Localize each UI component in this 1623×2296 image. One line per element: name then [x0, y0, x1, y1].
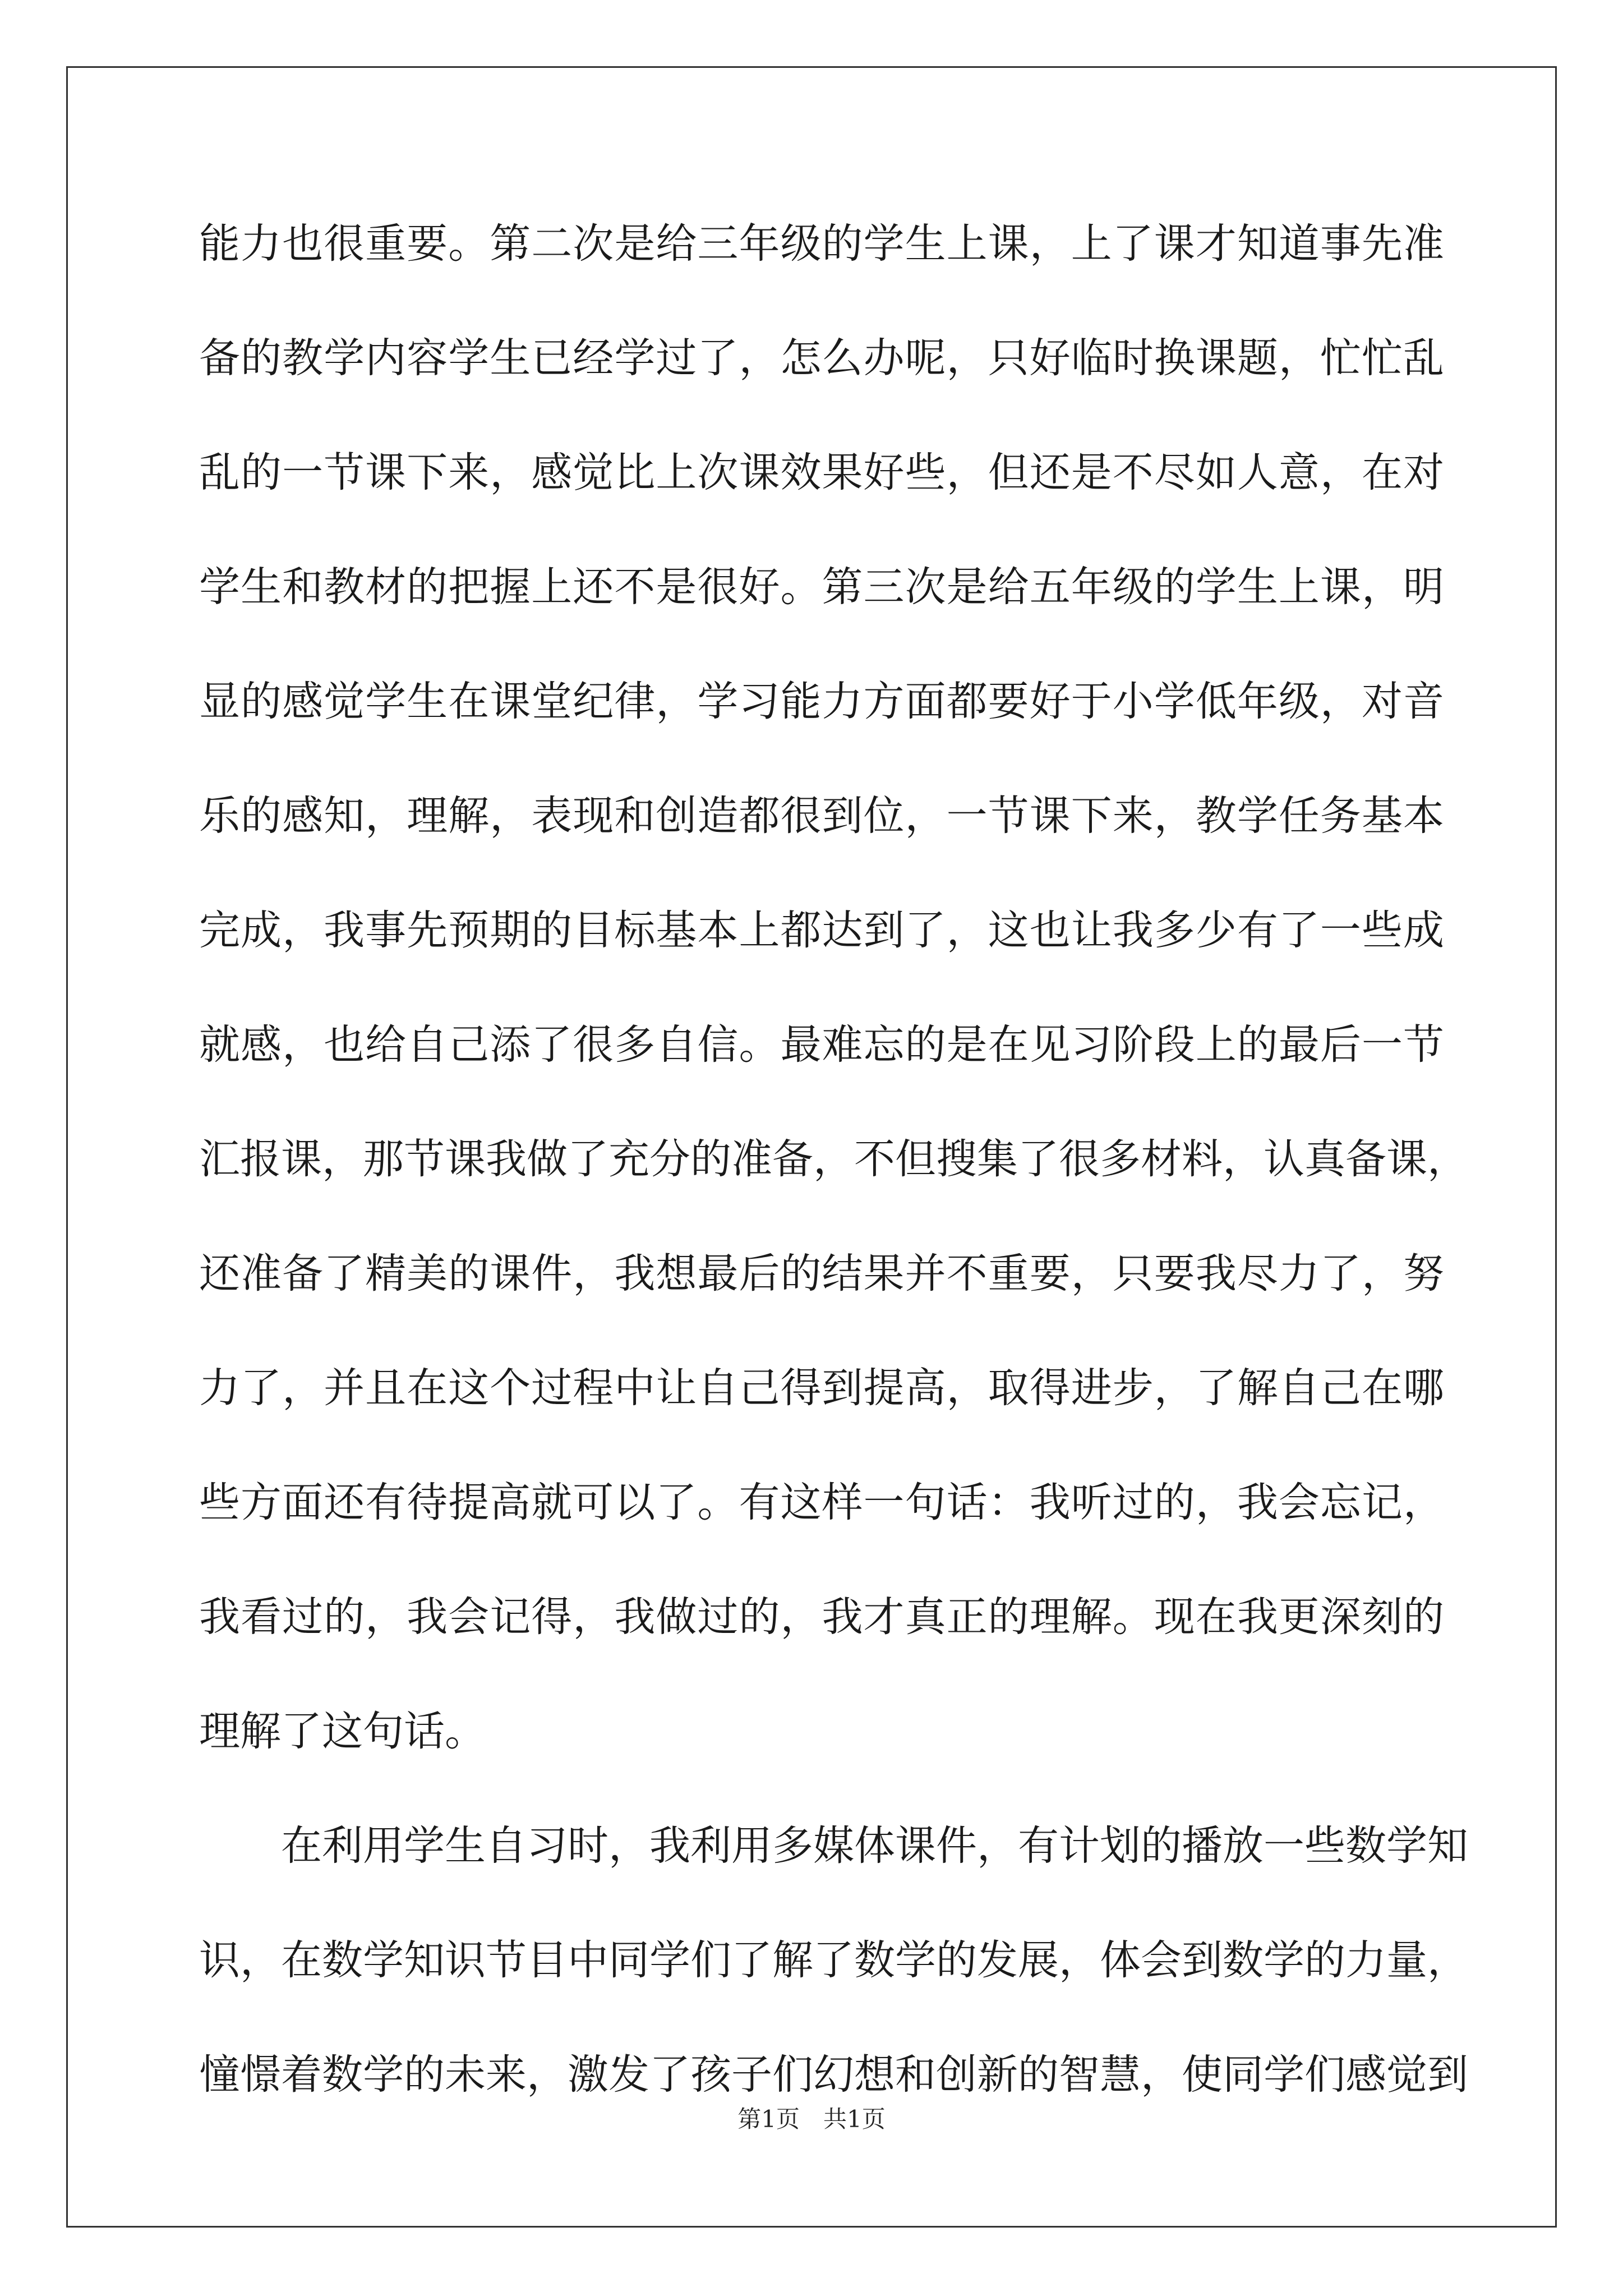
- text-line: 理解了这句话。: [199, 1708, 486, 1755]
- page-footer: [0, 2101, 1623, 2134]
- text-line: 乐的感知，理解，表现和创造都很到位，一节课下来，教学任务基本: [199, 792, 1444, 840]
- text-line: 力了，并且在这个过程中让自己得到提高，取得进步，了解自己在哪: [199, 1364, 1444, 1412]
- text-line: 就感，也给自己添了很多自信。最难忘的是在见习阶段上的最后一节: [199, 1021, 1444, 1069]
- text-line: 显的感觉学生在课堂纪律，学习能力方面都要好于小学低年级，对音: [199, 678, 1444, 725]
- text-line: 完成，我事先预期的目标基本上都达到了，这也让我多少有了一些成: [199, 907, 1444, 954]
- text-line: 在利用学生自习时，我利用多媒体课件，有计划的播放一些数学知: [281, 1822, 1468, 1870]
- text-line: 还准备了精美的课件，我想最后的结果并不重要，只要我尽力了，努: [199, 1250, 1444, 1297]
- text-line: 识，在数学知识节目中同学们了解了数学的发展，体会到数学的力量，: [199, 1936, 1468, 1984]
- text-line: 学生和教材的把握上还不是很好。第三次是给五年级的学生上课，明: [199, 563, 1444, 611]
- text-line: 汇报课，那节课我做了充分的准备，不但搜集了很多材料，认真备课，: [199, 1135, 1468, 1183]
- text-line: 乱的一节课下来，感觉比上次课效果好些，但还是不尽如人意，在对: [199, 449, 1444, 496]
- text-line: 备的教学内容学生已经学过了，怎么办呢，只好临时换课题，忙忙乱: [199, 334, 1444, 382]
- page-total: 共1页: [823, 2105, 886, 2133]
- text-line: 些方面还有待提高就可以了。有这样一句话：我听过的，我会忘记，: [199, 1479, 1444, 1526]
- document-body: [199, 216, 1468, 2161]
- text-line: 能力也很重要。第二次是给三年级的学生上课，上了课才知道事先准: [199, 220, 1444, 268]
- text-line: 我看过的，我会记得，我做过的，我才真正的理解。现在我更深刻的: [199, 1593, 1444, 1641]
- text-line: 憧憬着数学的未来，激发了孩子们幻想和创新的智慧，使同学们感觉到: [199, 2051, 1468, 2099]
- paragraph-1: [199, 216, 1468, 1818]
- page-number: 第1页: [737, 2105, 800, 2133]
